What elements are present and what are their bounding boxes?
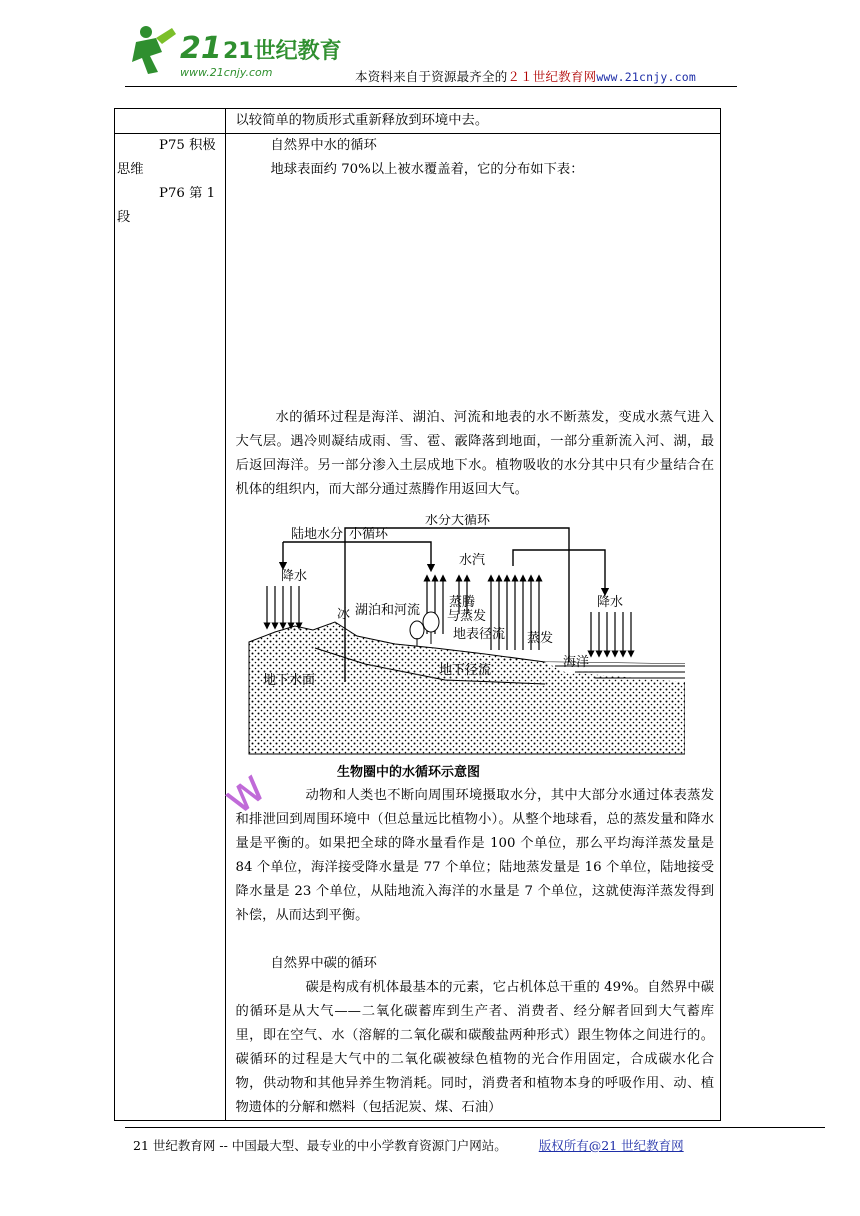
header-note: 本资料来自于资源最齐全的２１世纪教育网www.21cnjy.com [355,69,697,84]
svg-text:降水: 降水 [281,569,308,584]
svg-text:生物圈中的水循环示意图: 生物圈中的水循环示意图 [337,765,481,780]
svg-text:海洋: 海洋 [563,655,590,670]
water-cycle-diagram [245,514,685,784]
left-cell [115,109,226,134]
copyright-link[interactable]: 版权所有@21 世纪教育网 [538,1138,684,1153]
svg-text:www.21cnjy.com: www.21cnjy.com [180,66,273,79]
svg-text:降水: 降水 [597,595,624,610]
paragraph: 以较简单的物质形式重新释放到环境中去。 [235,113,489,128]
section-title: 自然界中水的循环 [270,138,377,153]
right-cell [226,134,721,1121]
table-row [115,109,721,134]
section-title: 自然界中碳的循环 [270,956,377,971]
svg-text:21: 21 [180,31,222,66]
svg-text:冰: 冰 [337,607,351,622]
reference-label: P75 积极 [159,138,216,153]
svg-text:水汽: 水汽 [459,553,486,568]
paragraph: 动物和人类也不断向周围环境摄取水分，其中大部分水通过体表蒸发和排泄回到周围环境中（但总量远比植物小）。从整个地球看，总的蒸发量和降水量是平衡的。如果把全球的降水量看作是 100 个单位，那么平均海洋蒸发量是 84 个单位，海洋接受降水量是 77 个单位；陆地蒸发量是 16 个单位，陆地接受降水量是 23 个单位，从陆地流入海洋的水量是 7 个单位，这就使海洋蒸发得到补偿，从而达到平衡。 [235,788,714,923]
paragraph: 水的循环过程是海洋、湖泊、河流和地表的水不断蒸发，变成水蒸气进入大气层。遇冷则凝结成雨、雪、雹、霰降落到地面，一部分重新流入河、湖，最后返回海洋。另一部分渗入土层成地下水。植物吸收的水分其中只有少量结合在机体的组织内，而大部分通过蒸腾作用返回大气。 [235,410,714,497]
svg-text:蒸发: 蒸发 [527,631,554,646]
paragraph: 碳是构成有机体最基本的元素，它占机体总干重的 49%。自然界中碳的循环是从大气——二氧化碳蓄库到生产者、消费者、经分解者回到大气蓄库里，即在空气、水（溶解的二氧化碳和碳酸盐两种形式）跟生物体之间进行的。碳循环的过程是大气中的二氧化碳被绿色植物的光合作用固定，合成碳水化合物，供动物和其他异养生物消耗。同时，消费者和植物本身的呼吸作用、动、植物遗体的分解和燃料（包括泥炭、煤、石油） [235,980,714,1115]
blank-table-space [226,182,720,406]
svg-text:水分大循环: 水分大循环 [425,514,491,528]
svg-text:蒸腾: 蒸腾 [449,595,476,610]
logo [128,22,343,84]
footer-text: 21 世纪教育网 -- 中国最大型、最专业的中小学教育资源门户网站。 [133,1138,507,1153]
svg-text:地表径流: 地表径流 [453,627,506,642]
page-header [0,0,860,90]
reference-label: 思维 [117,162,144,177]
left-cell [115,134,226,1121]
content-table [114,108,721,1121]
running-figure-icon [132,26,176,74]
footer-divider [125,1127,825,1128]
right-cell [226,109,721,134]
svg-text:陆地水分: 陆地水分 [291,527,344,542]
svg-text:小循环: 小循环 [349,527,389,542]
watermark: w [212,759,276,825]
svg-text:湖泊和河流: 湖泊和河流 [355,603,421,618]
header-divider [125,86,737,87]
reference-label: P76 第 1 [159,186,216,201]
table-row [115,134,721,1121]
reference-label: 段 [117,210,131,225]
svg-text:21世纪教育: 21世纪教育 [223,39,342,64]
svg-text:与蒸发: 与蒸发 [447,609,487,624]
page-footer [133,1136,684,1154]
svg-text:地下水面: 地下水面 [263,673,316,688]
svg-text:地下径流: 地下径流 [439,663,492,678]
paragraph: 地球表面约 70%以上被水覆盖着，它的分布如下表： [270,162,584,177]
